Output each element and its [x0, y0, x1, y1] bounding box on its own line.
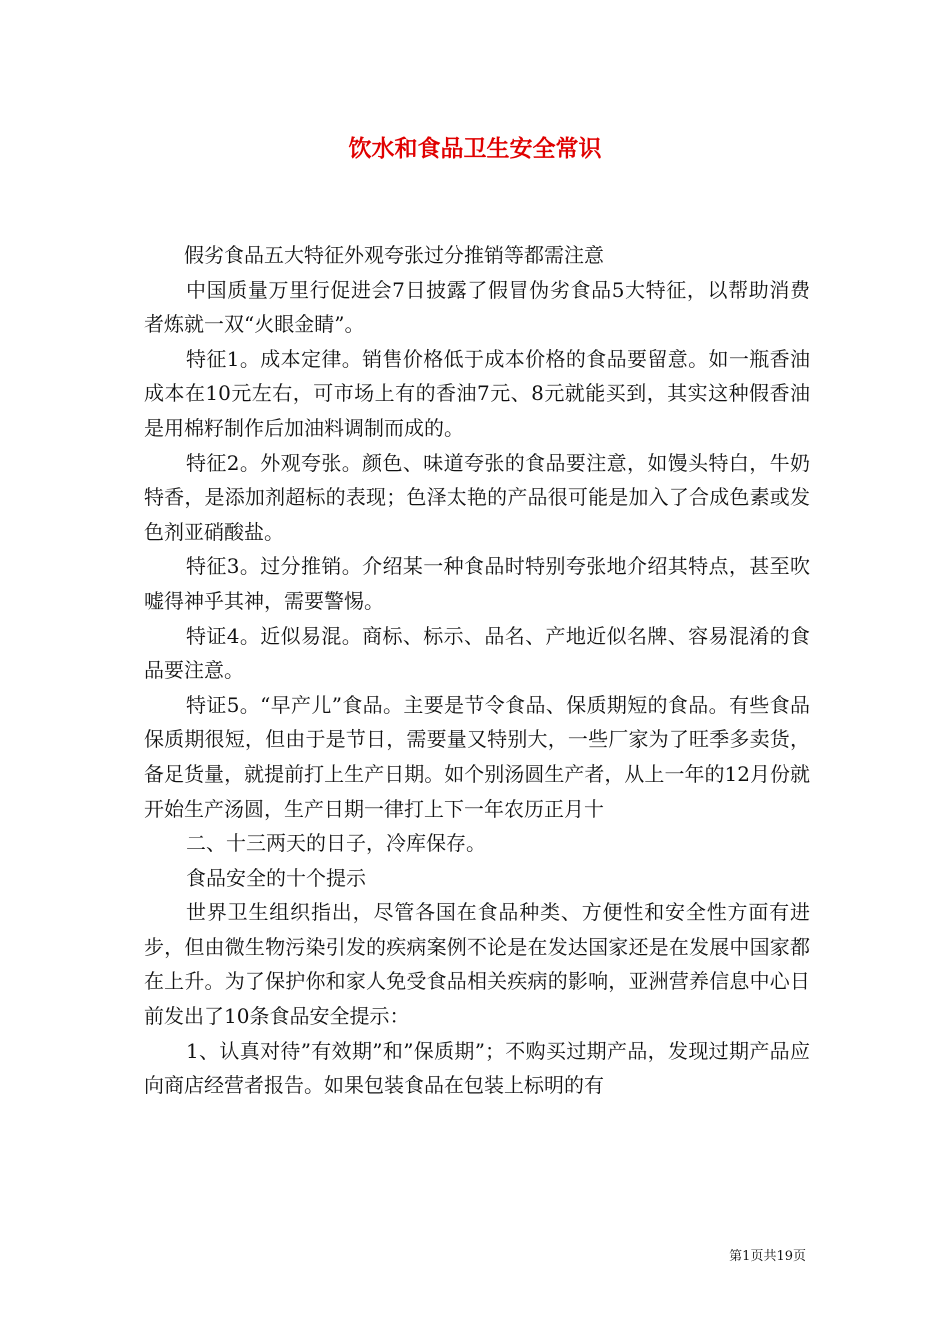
paragraph-heading-ten-tips: 食品安全的十个提示: [186, 865, 366, 890]
paragraph-intro: 中国质量万里行促进会7日披露了假冒伪劣食品5大特征，以帮助消费者炼就一双“火眼金睛”。: [144, 277, 810, 337]
paragraph-feature-1: 特征1。成本定律。销售价格低于成本价格的食品要留意。如一瓶香油成本在10元左右，可市场上有的香油7元、8元就能买到，其实这种假香油是用棉籽制作后加油料调制而成的。: [144, 346, 810, 440]
paragraph-cold-storage: 二、十三两天的日子，冷库保存。: [186, 831, 486, 856]
paragraph-heading-fake-food: 假劣食品五大特征外观夸张过分推销等都需注意: [184, 243, 604, 267]
paragraph-feature-2: 特征2。外观夸张。颜色、味道夸张的食品要注意，如馒头特白，牛奶特香，是添加剂超标的表现；色泽太艳的产品很可能是加入了合成色素或发色剂亚硝酸盐。: [144, 450, 810, 544]
paragraph-feature-5: 特证5。“早产儿”食品。主要是节令食品、保质期短的食品。有些食品保质期很短，但由于是节日，需要量又特别大，一些厂家为了旺季多卖货，备足货量，就提前打上生产日期。如个别汤圆生产者，从上一年的12月份就开始生产汤圆，生产日期一律打上下一年农历正月十: [144, 692, 810, 821]
document-body: [144, 238, 810, 1103]
page-title: 饮水和食品卫生安全常识: [348, 135, 602, 162]
paragraph-feature-3: 特征3。过分推销。介绍某一种食品时特别夸张地介绍其特点，甚至吹嘘得神乎其神，需要警惕。: [144, 554, 810, 613]
paragraph-tip-1: 1、认真对待”有效期”和”保质期”；不购买过期产品，发现过期产品应向商店经营者报告。如果包装食品在包装上标明的有: [144, 1038, 810, 1098]
paragraph-who-intro: 世界卫生组织指出，尽管各国在食品种类、方便性和安全性方面有进步，但由微生物污染引发的疾病案例不论是在发达国家还是在发展中国家都在上升。为了保护你和家人免受食品相关疾病的影响，亚洲营养信息中心日前发出了10条食品安全提示：: [144, 900, 810, 1029]
paragraph-feature-4: 特证4。近似易混。商标、标示、品名、产地近似名牌、容易混淆的食品要注意。: [144, 623, 810, 683]
page-number: 第1页共19页: [729, 1249, 806, 1264]
